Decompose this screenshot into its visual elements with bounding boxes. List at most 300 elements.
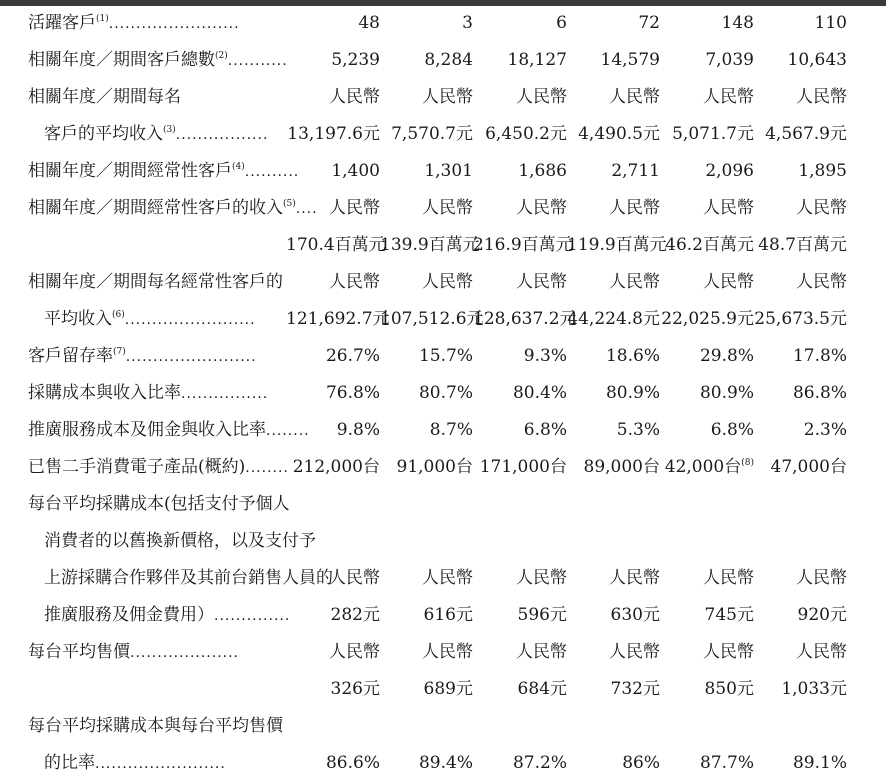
value-cell: [567, 338, 660, 375]
value-text: 人民幣: [516, 272, 567, 292]
row-label-text: 推廣服務成本及佣金與收入比率: [28, 420, 266, 440]
value-cell: [286, 486, 380, 523]
value-cell: [754, 745, 847, 782]
value-text: 171,000台: [479, 457, 567, 477]
value-cell: [473, 79, 567, 116]
value-text: 920元: [797, 605, 847, 625]
value-cell: [473, 412, 567, 449]
value-text: 1,686: [518, 161, 567, 181]
value-text: 人民幣: [609, 642, 660, 662]
value-cell: [567, 301, 660, 338]
value-cell: [567, 523, 660, 560]
row-label-text: 每台平均售價: [28, 642, 130, 662]
value-cell: [567, 412, 660, 449]
value-text: 110: [814, 13, 847, 33]
value-cell: [380, 190, 473, 227]
value-cell: [567, 671, 660, 708]
value-text: 人民幣: [329, 642, 380, 662]
value-cell: [567, 634, 660, 671]
row-label-text: 每台平均採購成本(包括支付予個人: [28, 494, 290, 514]
value-cell: [660, 412, 754, 449]
row-label: [28, 153, 300, 190]
value-cell: [754, 634, 847, 671]
value-cell: [660, 486, 754, 523]
value-cell: [660, 227, 754, 264]
value-text: 22,025.9元: [661, 309, 754, 329]
value-text: 5,239: [331, 50, 380, 70]
value-cell: [754, 227, 847, 264]
row-label: [44, 560, 333, 597]
value-text: 48.7百萬元: [758, 235, 847, 255]
value-cell: [286, 301, 390, 338]
value-text: 212,000台: [292, 457, 380, 477]
value-text: 人民幣: [329, 87, 380, 107]
row-label: [44, 116, 288, 153]
value-text: 87.2%: [512, 753, 567, 773]
value-text: 170.4百萬元: [286, 235, 386, 255]
value-text: 18,127: [507, 50, 567, 70]
dot-leader: ........................: [125, 349, 257, 365]
value-text: 5,071.7元: [672, 124, 754, 144]
value-cell: [660, 264, 754, 301]
value-text: 6.8%: [710, 420, 754, 440]
value-cell: [286, 523, 380, 560]
row-label-text: 推廣服務及佣金費用）: [44, 605, 214, 625]
value-cell: [660, 634, 754, 671]
value-cell: [380, 523, 473, 560]
value-text: 人民幣: [703, 272, 754, 292]
row-label: [28, 5, 288, 42]
table-row: [0, 227, 886, 264]
value-cell: [380, 486, 473, 523]
value-cell: [567, 153, 660, 190]
value-cell: [473, 597, 567, 634]
value-cell: [754, 264, 847, 301]
row-label: [28, 449, 288, 486]
value-text: 14,579: [600, 50, 660, 70]
value-text: 1,033元: [781, 679, 847, 699]
row-label-text: 採購成本與收入比率: [28, 383, 181, 403]
value-text: 76.8%: [325, 383, 380, 403]
value-text: 282元: [330, 605, 380, 625]
footnote-marker: (8): [741, 458, 754, 468]
value-cell: [567, 449, 660, 486]
value-cell: [754, 597, 847, 634]
table-row: [0, 375, 886, 412]
value-cell: [567, 5, 660, 42]
value-text: 689元: [423, 679, 473, 699]
footnote-marker: (3): [163, 125, 176, 135]
value-cell: [660, 671, 754, 708]
table-row: [0, 412, 886, 449]
value-text: 86.8%: [792, 383, 847, 403]
value-cell: [473, 153, 567, 190]
value-cell: [660, 301, 754, 338]
value-cell: [380, 560, 473, 597]
value-text: 6,450.2元: [485, 124, 567, 144]
value-cell: [380, 5, 473, 42]
table-row: [0, 5, 886, 42]
dot-leader: .................: [175, 127, 269, 143]
value-cell: [660, 5, 754, 42]
footnote-marker: (2): [215, 51, 228, 61]
value-cell: [286, 634, 380, 671]
value-cell: [286, 42, 380, 79]
value-cell: [754, 153, 847, 190]
dot-leader: ....................: [130, 645, 240, 661]
value-cell: [567, 79, 660, 116]
value-text: 80.4%: [512, 383, 567, 403]
value-cell: [473, 486, 567, 523]
value-cell: [380, 597, 473, 634]
value-text: 87.7%: [699, 753, 754, 773]
value-cell: [754, 116, 847, 153]
row-label: [44, 597, 291, 634]
value-text: 人民幣: [703, 198, 754, 218]
value-text: 89.4%: [418, 753, 473, 773]
value-text: 6: [556, 13, 567, 33]
value-text: 7,039: [705, 50, 754, 70]
value-cell: [660, 79, 754, 116]
table-row: [0, 745, 886, 782]
value-cell: [473, 42, 567, 79]
dot-leader: ........: [245, 460, 289, 476]
table-row: [0, 486, 886, 523]
value-text: 850元: [704, 679, 754, 699]
value-cell: [473, 634, 567, 671]
value-text: 人民幣: [329, 568, 380, 588]
value-cell: [380, 745, 473, 782]
value-text: 15.7%: [418, 346, 473, 366]
value-cell: [473, 116, 567, 153]
value-cell: [380, 634, 473, 671]
value-text: 7,570.7元: [391, 124, 473, 144]
value-cell: [380, 449, 473, 486]
value-cell: [660, 153, 754, 190]
value-text: 3: [462, 13, 473, 33]
value-cell: [473, 745, 567, 782]
value-cell: [380, 42, 473, 79]
row-label-text: 相關年度／期間客戶總數: [28, 50, 215, 70]
value-cell: [473, 5, 567, 42]
value-text: 42,000台: [664, 457, 742, 477]
value-cell: [660, 560, 754, 597]
value-cell: [567, 745, 660, 782]
row-label-text: 相關年度／期間每名: [28, 87, 181, 107]
table-row: [0, 264, 886, 301]
value-cell: [380, 412, 473, 449]
row-label-text: 客戶留存率: [28, 346, 113, 366]
value-cell: [286, 708, 380, 745]
row-label-text: 已售二手消費電子產品(概約): [28, 457, 246, 477]
row-label-text: 相關年度／期間經常性客戶: [28, 161, 232, 181]
value-text: 人民幣: [796, 198, 847, 218]
value-text: 44,224.8元: [567, 309, 660, 329]
row-label: [28, 671, 288, 708]
value-text: 86%: [622, 753, 660, 773]
value-text: 人民幣: [609, 87, 660, 107]
table-row: [0, 597, 886, 634]
value-cell: [473, 264, 567, 301]
value-cell: [286, 412, 380, 449]
value-cell: [754, 486, 847, 523]
value-cell: [567, 597, 660, 634]
value-text: 139.9百萬元: [380, 235, 480, 255]
value-text: 人民幣: [422, 642, 473, 662]
row-label-text: 相關年度／期間每名經常性客戶的: [28, 272, 283, 292]
dot-leader: ................: [181, 386, 269, 402]
value-text: 1,400: [331, 161, 380, 181]
row-label: [28, 412, 310, 449]
row-label-text: 活躍客戶: [28, 13, 96, 33]
row-label: [28, 227, 288, 264]
value-cell: [286, 153, 380, 190]
value-text: 630元: [610, 605, 660, 625]
value-text: 人民幣: [422, 198, 473, 218]
value-text: 89.1%: [792, 753, 847, 773]
row-label-text: 上游採購合作夥伴及其前台銷售人員的: [44, 568, 333, 588]
value-cell: [380, 116, 473, 153]
value-cell: [286, 190, 380, 227]
row-label-text: 平均收入: [44, 309, 112, 329]
value-text: 人民幣: [329, 198, 380, 218]
value-cell: [567, 375, 660, 412]
value-text: 616元: [423, 605, 473, 625]
value-cell: [473, 523, 567, 560]
value-cell: [473, 449, 567, 486]
dot-leader: ...........: [227, 53, 288, 69]
value-cell: [286, 560, 380, 597]
row-label: [44, 745, 288, 782]
value-text: 人民幣: [422, 87, 473, 107]
row-label: [28, 42, 288, 79]
table-row: [0, 301, 886, 338]
footnote-marker: (5): [283, 199, 296, 209]
row-label: [28, 708, 288, 745]
value-cell: [473, 560, 567, 597]
row-label: [28, 486, 288, 523]
value-text: 148: [721, 13, 754, 33]
footnote-marker: (7): [113, 347, 126, 357]
value-cell: [286, 449, 380, 486]
value-cell: [473, 227, 573, 264]
value-cell: [380, 671, 473, 708]
value-cell: [380, 338, 473, 375]
table-row: [0, 79, 886, 116]
value-text: 13,197.6元: [287, 124, 380, 144]
row-label-text: 消費者的以舊換新價格，以及支付予: [44, 531, 316, 551]
value-cell: [286, 597, 380, 634]
value-cell: [660, 745, 754, 782]
value-text: 6.8%: [523, 420, 567, 440]
value-cell: [660, 597, 754, 634]
value-cell: [660, 116, 754, 153]
value-cell: [473, 301, 577, 338]
table-row: [0, 42, 886, 79]
value-cell: [660, 449, 754, 486]
value-text: 4,490.5元: [578, 124, 660, 144]
value-text: 人民幣: [609, 272, 660, 292]
value-text: 8.7%: [429, 420, 473, 440]
table-row: [0, 116, 886, 153]
value-cell: [380, 375, 473, 412]
value-text: 216.9百萬元: [473, 235, 573, 255]
value-text: 2,096: [705, 161, 754, 181]
value-cell: [754, 412, 847, 449]
table-row: [0, 153, 886, 190]
row-label: [28, 190, 318, 227]
value-text: 596元: [517, 605, 567, 625]
value-cell: [380, 264, 473, 301]
value-cell: [567, 227, 667, 264]
value-text: 人民幣: [422, 272, 473, 292]
value-cell: [286, 5, 380, 42]
value-text: 119.9百萬元: [567, 235, 667, 255]
value-text: 人民幣: [329, 272, 380, 292]
value-cell: [660, 523, 754, 560]
value-text: 人民幣: [516, 87, 567, 107]
value-text: 80.9%: [699, 383, 754, 403]
value-text: 48: [358, 13, 380, 33]
value-text: 人民幣: [796, 87, 847, 107]
value-cell: [473, 375, 567, 412]
value-cell: [286, 745, 380, 782]
value-text: 326元: [330, 679, 380, 699]
row-label-text: 相關年度／期間經常性客戶的收入: [28, 198, 283, 218]
value-text: 121,692.7元: [286, 309, 390, 329]
row-label: [28, 264, 288, 301]
value-text: 29.8%: [699, 346, 754, 366]
value-text: 684元: [517, 679, 567, 699]
value-cell: [660, 708, 754, 745]
value-text: 80.7%: [418, 383, 473, 403]
value-text: 10,643: [787, 50, 847, 70]
value-cell: [286, 375, 380, 412]
value-cell: [567, 42, 660, 79]
value-text: 1,301: [424, 161, 473, 181]
footnote-marker: (6): [112, 310, 125, 320]
value-text: 86.6%: [325, 753, 380, 773]
row-label: [44, 523, 316, 560]
value-text: 89,000台: [583, 457, 660, 477]
value-cell: [754, 79, 847, 116]
value-text: 47,000台: [770, 457, 847, 477]
dot-leader: ..........: [244, 164, 300, 180]
value-text: 17.8%: [792, 346, 847, 366]
value-text: 18.6%: [605, 346, 660, 366]
dot-leader: ........................: [124, 312, 256, 328]
value-text: 人民幣: [703, 642, 754, 662]
value-cell: [660, 338, 754, 375]
table-row: [0, 523, 886, 560]
footnote-marker: (1): [96, 14, 109, 24]
value-cell: [380, 227, 480, 264]
table-row: [0, 634, 886, 671]
value-cell: [754, 708, 847, 745]
row-label-text: 每台平均採購成本與每台平均售價: [28, 716, 283, 736]
table-row: [0, 560, 886, 597]
value-cell: [567, 486, 660, 523]
value-text: 人民幣: [516, 642, 567, 662]
value-text: 人民幣: [516, 198, 567, 218]
table-row: [0, 449, 886, 486]
value-text: 4,567.9元: [765, 124, 847, 144]
value-cell: [567, 116, 660, 153]
value-cell: [754, 301, 847, 338]
value-cell: [286, 671, 380, 708]
value-text: 8,284: [424, 50, 473, 70]
value-text: 人民幣: [516, 568, 567, 588]
value-text: 人民幣: [422, 568, 473, 588]
dot-leader: ........: [266, 423, 310, 439]
value-text: 26.7%: [325, 346, 380, 366]
dot-leader: ..............: [214, 608, 291, 624]
value-cell: [286, 116, 380, 153]
value-text: 人民幣: [796, 272, 847, 292]
row-label: [28, 634, 288, 671]
table-row: [0, 671, 886, 708]
footnote-marker: (4): [232, 162, 245, 172]
row-label-text: 的比率: [44, 753, 95, 773]
value-cell: [567, 264, 660, 301]
value-cell: [380, 153, 473, 190]
value-cell: [660, 190, 754, 227]
value-cell: [473, 190, 567, 227]
value-cell: [754, 338, 847, 375]
value-text: 128,637.2元: [473, 309, 577, 329]
value-cell: [567, 190, 660, 227]
value-text: 745元: [704, 605, 754, 625]
value-cell: [286, 227, 386, 264]
value-text: 人民幣: [796, 568, 847, 588]
value-cell: [473, 671, 567, 708]
value-cell: [754, 560, 847, 597]
value-text: 9.3%: [523, 346, 567, 366]
value-text: 46.2百萬元: [665, 235, 754, 255]
value-text: 人民幣: [796, 642, 847, 662]
value-text: 5.3%: [616, 420, 660, 440]
value-text: 人民幣: [609, 568, 660, 588]
value-cell: [473, 338, 567, 375]
value-cell: [754, 671, 847, 708]
row-label-text: 客戶的平均收入: [44, 124, 163, 144]
value-cell: [380, 79, 473, 116]
table-row: [0, 338, 886, 375]
value-cell: [380, 708, 473, 745]
value-text: 732元: [610, 679, 660, 699]
value-text: 107,512.6元: [380, 309, 484, 329]
value-cell: [380, 301, 484, 338]
dot-leader: ........................: [108, 16, 240, 32]
dot-leader: ........................: [95, 756, 226, 772]
value-cell: [754, 42, 847, 79]
value-cell: [754, 449, 847, 486]
value-text: 人民幣: [703, 568, 754, 588]
value-text: 9.8%: [336, 420, 380, 440]
row-label: [28, 79, 288, 116]
value-text: 1,895: [798, 161, 847, 181]
value-cell: [754, 375, 847, 412]
value-text: 80.9%: [605, 383, 660, 403]
value-cell: [286, 79, 380, 116]
value-cell: [754, 190, 847, 227]
value-cell: [754, 523, 847, 560]
value-cell: [286, 338, 380, 375]
table-row: [0, 190, 886, 227]
value-text: 2,711: [611, 161, 660, 181]
row-label: [44, 301, 288, 338]
value-text: 72: [638, 13, 660, 33]
